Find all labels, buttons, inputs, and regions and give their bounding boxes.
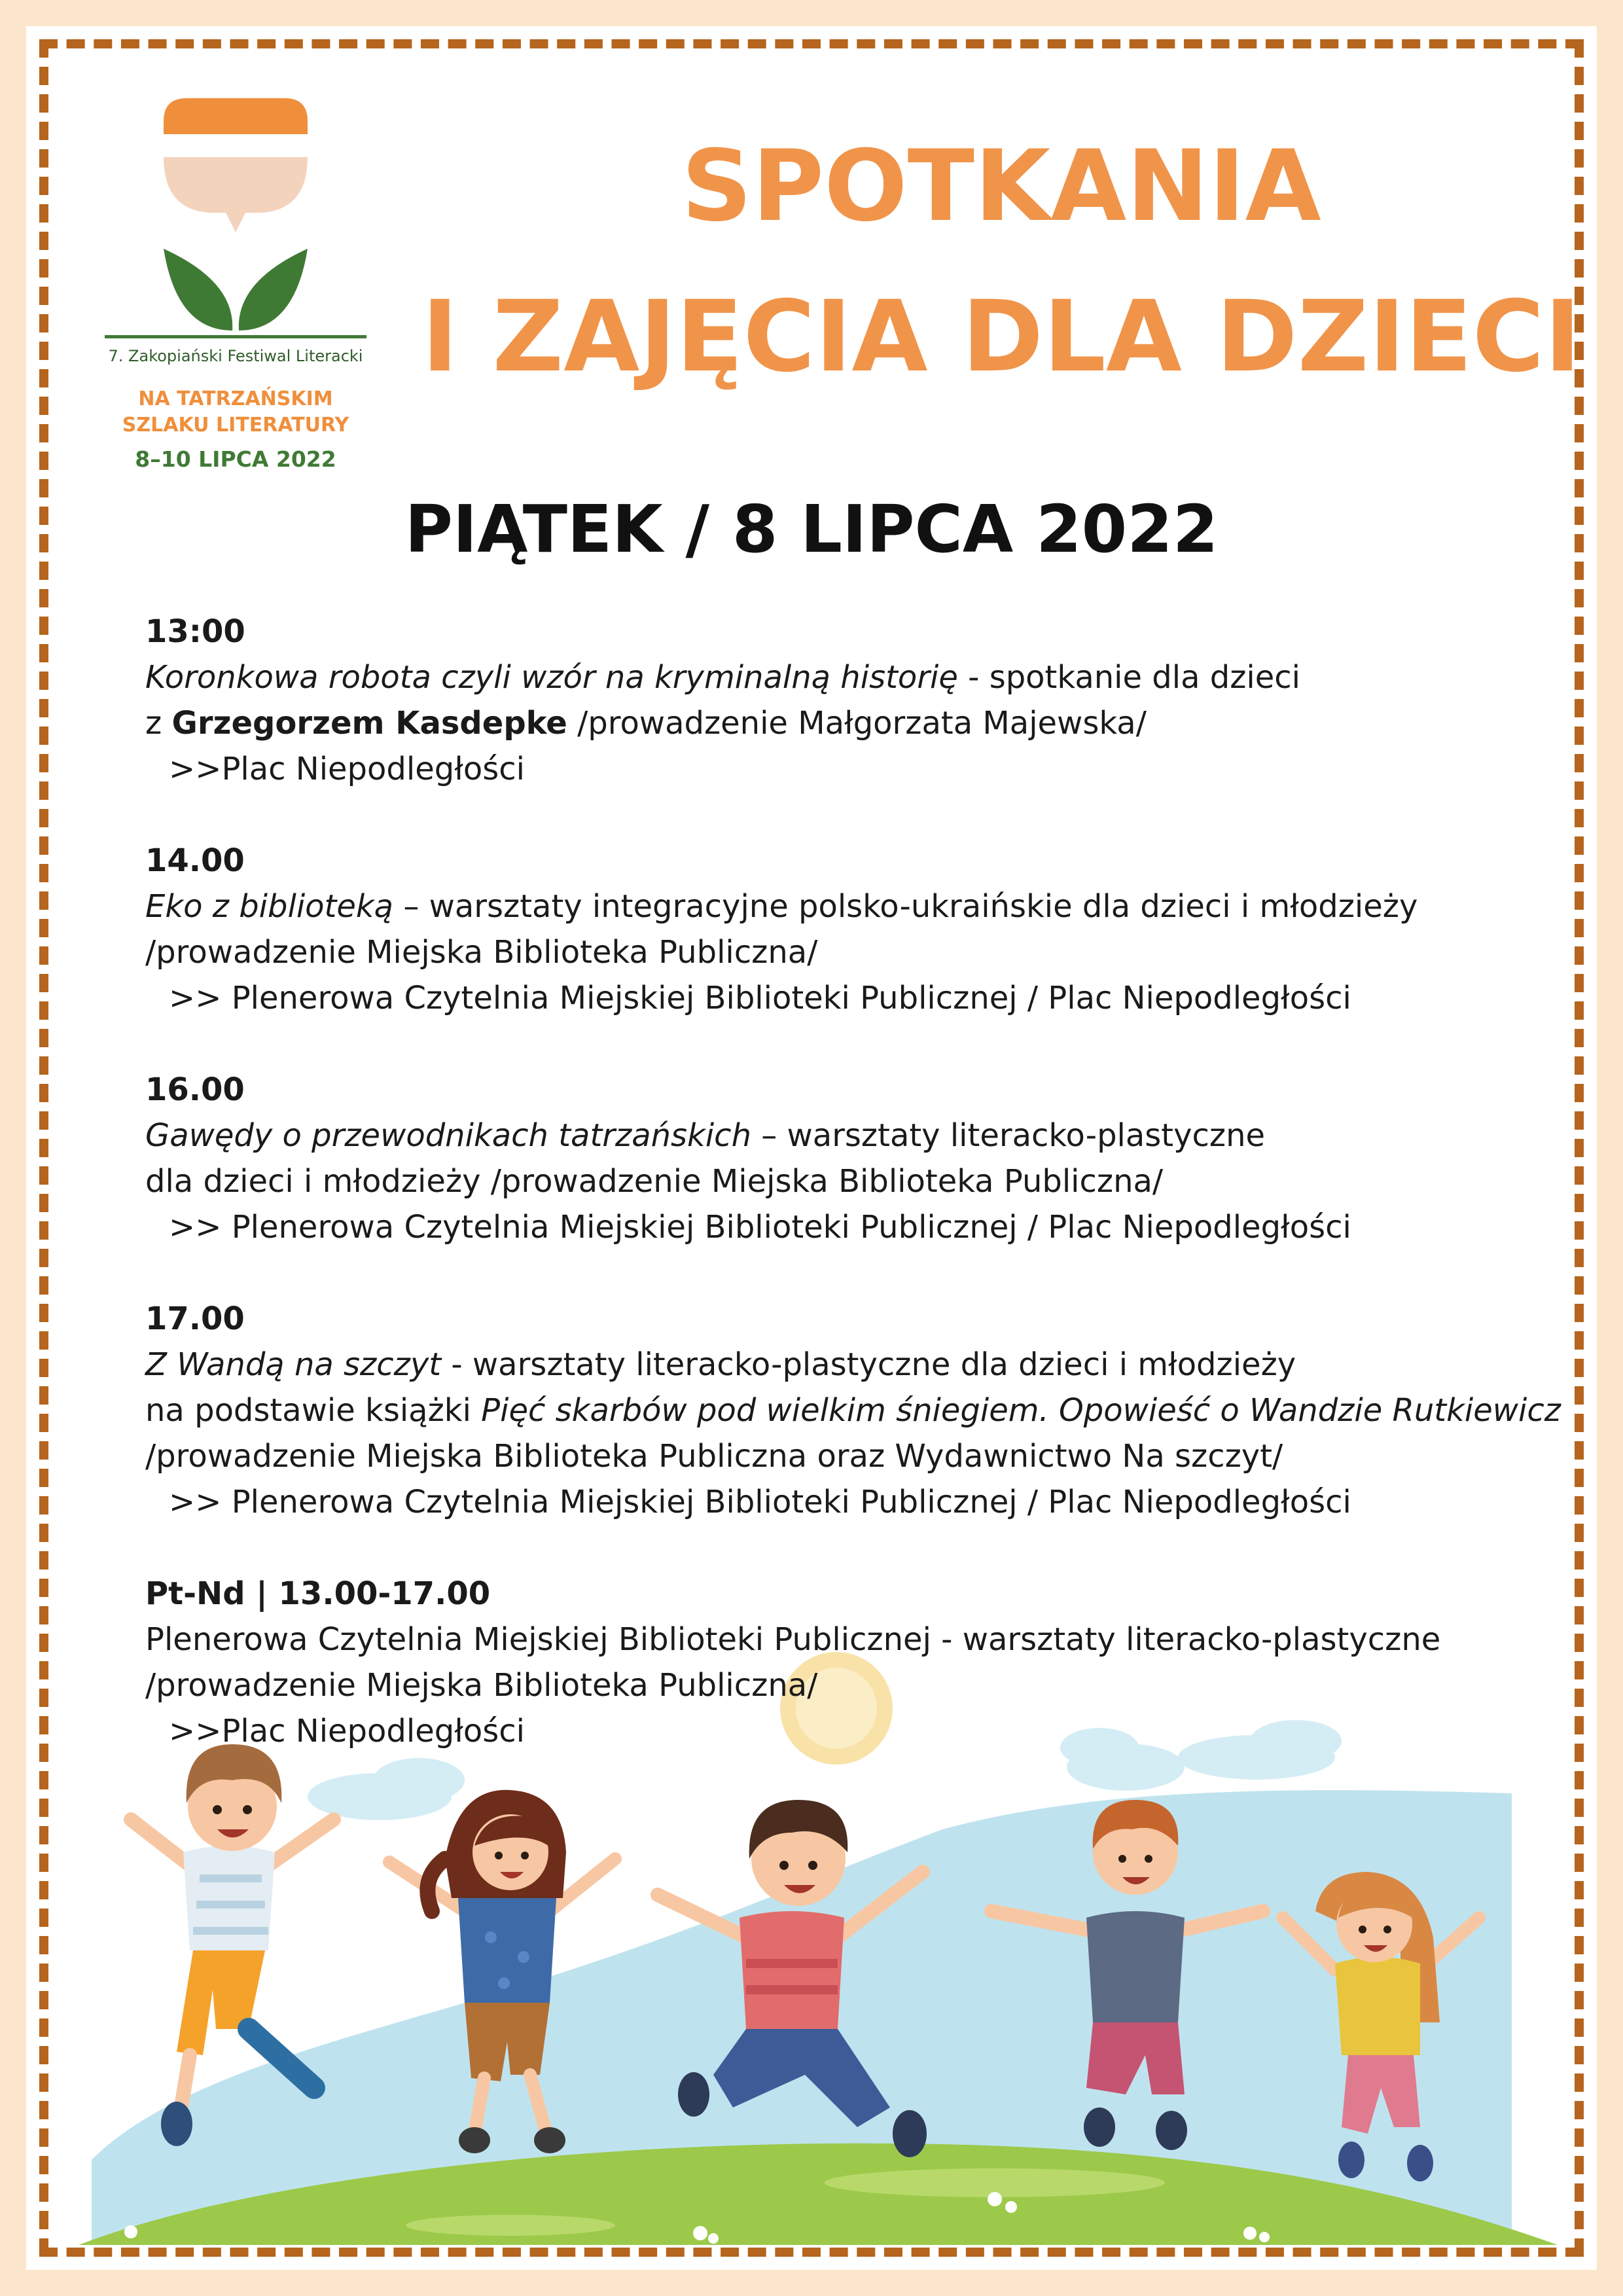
event-host: /prowadzenie Miejska Biblioteka Publiczna/	[145, 1667, 818, 1704]
event-time: 13:00	[145, 613, 245, 650]
festival-tagline-1: NA TATRZAŃSKIM	[138, 387, 333, 410]
event-location: >>Plac Niepodległości	[169, 751, 525, 787]
event-title: Koronkowa robota czyli wzór na kryminalną historię	[145, 659, 958, 696]
poster-title-line1: SPOTKANIA	[681, 130, 1321, 243]
event-time: 17.00	[145, 1300, 245, 1337]
event-title: Z Wandą na szczyt	[145, 1346, 442, 1383]
event-description: – warsztaty integracyjne polsko-ukraińskie dla dzieci i młodzieży	[393, 888, 1418, 925]
logo-divider	[105, 335, 366, 338]
poster	[26, 26, 1597, 2270]
event-title: Eko z biblioteką	[145, 888, 394, 925]
event-location: >> Plenerowa Czytelnia Miejskiej Biblioteki Publicznej / Plac Niepodległości	[169, 1484, 1351, 1520]
event-title-line	[145, 884, 1559, 929]
festival-dates: 8–10 LIPCA 2022	[135, 446, 336, 472]
event-guest-line	[145, 700, 1559, 746]
festival-logo	[92, 85, 380, 491]
festival-tagline-2: SZLAKU LITERATURY	[122, 414, 349, 437]
event-host: /prowadzenie Miejska Biblioteka Publiczna/	[145, 934, 818, 971]
festival-name: 7. Zakopiański Festiwal Literacki	[108, 347, 363, 365]
poster-title-line2: I ZAJĘCIA DLA DZIECI	[421, 280, 1581, 394]
event-title-line	[145, 655, 1559, 700]
event-location: >> Plenerowa Czytelnia Miejskiej Biblioteki Publicznej / Plac Niepodległości	[169, 1209, 1351, 1246]
event-description: - warsztaty literacko-plastyczne dla dzieci i młodzieży	[441, 1346, 1296, 1383]
event-item	[145, 838, 1559, 1021]
event-title-line	[145, 1342, 1559, 1388]
event-book-line	[145, 1388, 1559, 1433]
event-item	[145, 1571, 1559, 1754]
schedule	[145, 609, 1559, 1800]
event-guest: Grzegorzem Kasdepke	[171, 705, 567, 742]
event-host: /prowadzenie Miejska Biblioteka Publiczna oraz Wydawnictwo Na szczyt/	[145, 1438, 1283, 1475]
event-location: >>Plac Niepodległości	[169, 1713, 525, 1749]
event-item	[145, 1296, 1559, 1525]
event-description: – warsztaty literacko-plastyczne	[751, 1117, 1266, 1154]
event-time: 14.00	[145, 842, 245, 879]
event-description: Plenerowa Czytelnia Miejskiej Biblioteki Publicznej - warsztaty literacko-plastyczne	[145, 1621, 1441, 1658]
event-guest-prefix: z	[145, 705, 172, 742]
event-title: Gawędy o przewodnikach tatrzańskich	[145, 1117, 751, 1154]
event-time: Pt-Nd | 13.00-17.00	[145, 1575, 491, 1612]
event-item	[145, 1067, 1559, 1250]
event-time: 16.00	[145, 1071, 245, 1108]
event-book-title: Pięć skarbów pod wielkim śniegiem. Opowieść o Wandzie Rutkiewicz	[481, 1392, 1561, 1429]
event-item	[145, 609, 1559, 792]
event-description: - spotkanie dla dzieci	[957, 659, 1301, 696]
event-book-prefix: na podstawie książki	[145, 1392, 482, 1429]
event-host: /prowadzenie Małgorzata Majewska/	[567, 705, 1147, 742]
tulip-logo-icon	[137, 85, 334, 331]
event-location: >> Plenerowa Czytelnia Miejskiej Biblioteki Publicznej / Plac Niepodległości	[169, 980, 1351, 1016]
event-title-line	[145, 1113, 1559, 1158]
day-heading: PIĄTEK / 8 LIPCA 2022	[404, 491, 1219, 567]
event-host: dla dzieci i młodzieży /prowadzenie Miejska Biblioteka Publiczna/	[145, 1163, 1164, 1200]
